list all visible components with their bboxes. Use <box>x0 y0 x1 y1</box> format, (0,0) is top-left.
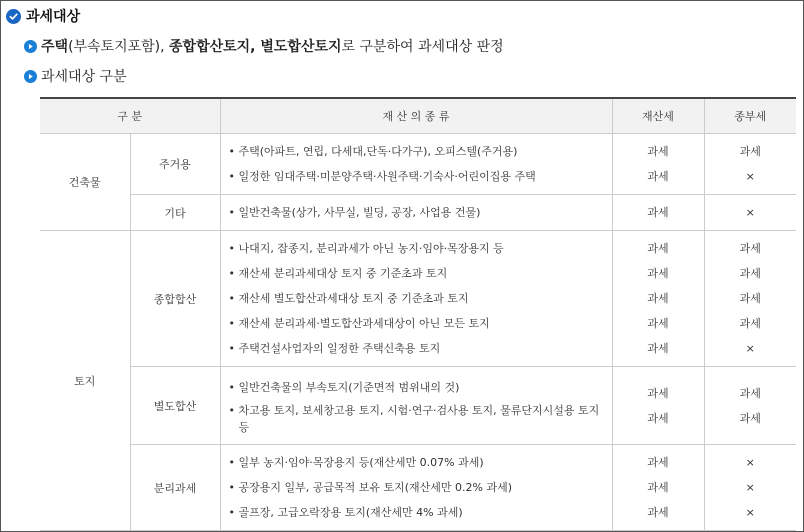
list-item: • 일반건축물의 부속토지(기준면적 범위내의 것) <box>228 381 460 394</box>
items-cell <box>220 445 612 531</box>
subcategory-comprehensive: 종합합산 <box>130 231 220 367</box>
table-header-row <box>40 98 796 134</box>
bullet-classification <box>24 66 127 86</box>
list-item: • 나대지, 잡종지, 분리과세가 아닌 농지·임야·목장용지 등 <box>228 242 504 255</box>
subcategory-separate: 별도합산 <box>130 367 220 445</box>
list-item: • 골프장, 고급오락장용 토지(재산세만 4% 과세) <box>228 506 463 519</box>
table-row <box>40 231 796 367</box>
property-tax-cell: 과세 과세 <box>612 134 704 195</box>
play-bullet-icon <box>24 70 37 83</box>
list-item: • 차고용 토지, 보세창고용 토지, 시험·연구·검사용 토지, 물류단지시설용 토지 등 <box>228 404 600 434</box>
items-cell <box>220 367 612 445</box>
comprehensive-tax-cell: 과세 × <box>704 134 796 195</box>
subcategory-residential: 주거용 <box>130 134 220 195</box>
subcategory-other: 기타 <box>130 195 220 231</box>
section-heading-text: 과세대상 <box>26 9 81 25</box>
comprehensive-tax-cell: × × × <box>704 445 796 531</box>
list-item: • 일부 농지·임야·목장용지 등(재산세만 0.07% 과세) <box>228 456 484 469</box>
property-tax-cell: 과세 <box>612 195 704 231</box>
list-item: • 주택(아파트, 연립, 다세대,단독·다가구), 오피스텔(주거용) <box>228 145 518 158</box>
header-comprehensive-tax: 종부세 <box>704 98 796 134</box>
property-tax-cell: 과세 과세 과세 과세 과세 <box>612 231 704 367</box>
list-item: • 일정한 임대주택·미분양주택·사원주택·기숙사·어린이집용 주택 <box>228 170 536 183</box>
tax-table <box>40 97 796 531</box>
table-row <box>40 134 796 195</box>
checkmark-icon <box>6 9 21 24</box>
table-row <box>40 445 796 531</box>
list-item: • 재산세 분리과세·별도합산과세대상이 아닌 모든 토지 <box>228 317 490 330</box>
category-land: 토지 <box>40 231 130 531</box>
header-property-type: 재 산 의 종 류 <box>220 98 612 134</box>
bullet-classification-text: 과세대상 구분 <box>41 69 127 85</box>
list-item: • 공장용지 일부, 공급목적 보유 토지(재산세만 0.2% 과세) <box>228 481 513 494</box>
bullet-part-land: 종합합산토지, 별도합산토지 <box>169 39 342 55</box>
list-item: • 주택건설사업자의 일정한 주택신축용 토지 <box>228 342 441 355</box>
comprehensive-tax-cell: × <box>704 195 796 231</box>
category-building: 건축물 <box>40 134 130 231</box>
comprehensive-tax-cell: 과세 과세 <box>704 367 796 445</box>
bullet-part-housing: 주택 <box>41 39 69 55</box>
header-property-tax: 재산세 <box>612 98 704 134</box>
property-tax-cell: 과세 과세 과세 <box>612 445 704 531</box>
section-heading <box>6 5 80 27</box>
list-item: • 재산세 별도합산과세대상 토지 중 기준초과 토지 <box>228 292 469 305</box>
bullet-summary-text <box>41 36 504 56</box>
header-category: 구 분 <box>40 98 220 134</box>
list-item: • 재산세 분리과세대상 토지 중 기준초과 토지 <box>228 267 448 280</box>
property-tax-cell: 과세 과세 <box>612 367 704 445</box>
subcategory-separated-tax: 분리과세 <box>130 445 220 531</box>
bullet-part-rest: 로 구분하여 과세대상 판정 <box>341 39 504 55</box>
table-row <box>40 195 796 231</box>
items-cell <box>220 134 612 195</box>
play-bullet-icon <box>24 40 37 53</box>
items-cell <box>220 231 612 367</box>
list-item: • 일반건축물(상가, 사무실, 빌딩, 공장, 사업용 건물) <box>228 206 481 219</box>
bullet-summary <box>24 36 504 56</box>
table-row <box>40 367 796 445</box>
items-cell <box>220 195 612 231</box>
comprehensive-tax-cell: 과세 과세 과세 과세 × <box>704 231 796 367</box>
bullet-part-include: (부속토지포함), <box>68 39 170 55</box>
